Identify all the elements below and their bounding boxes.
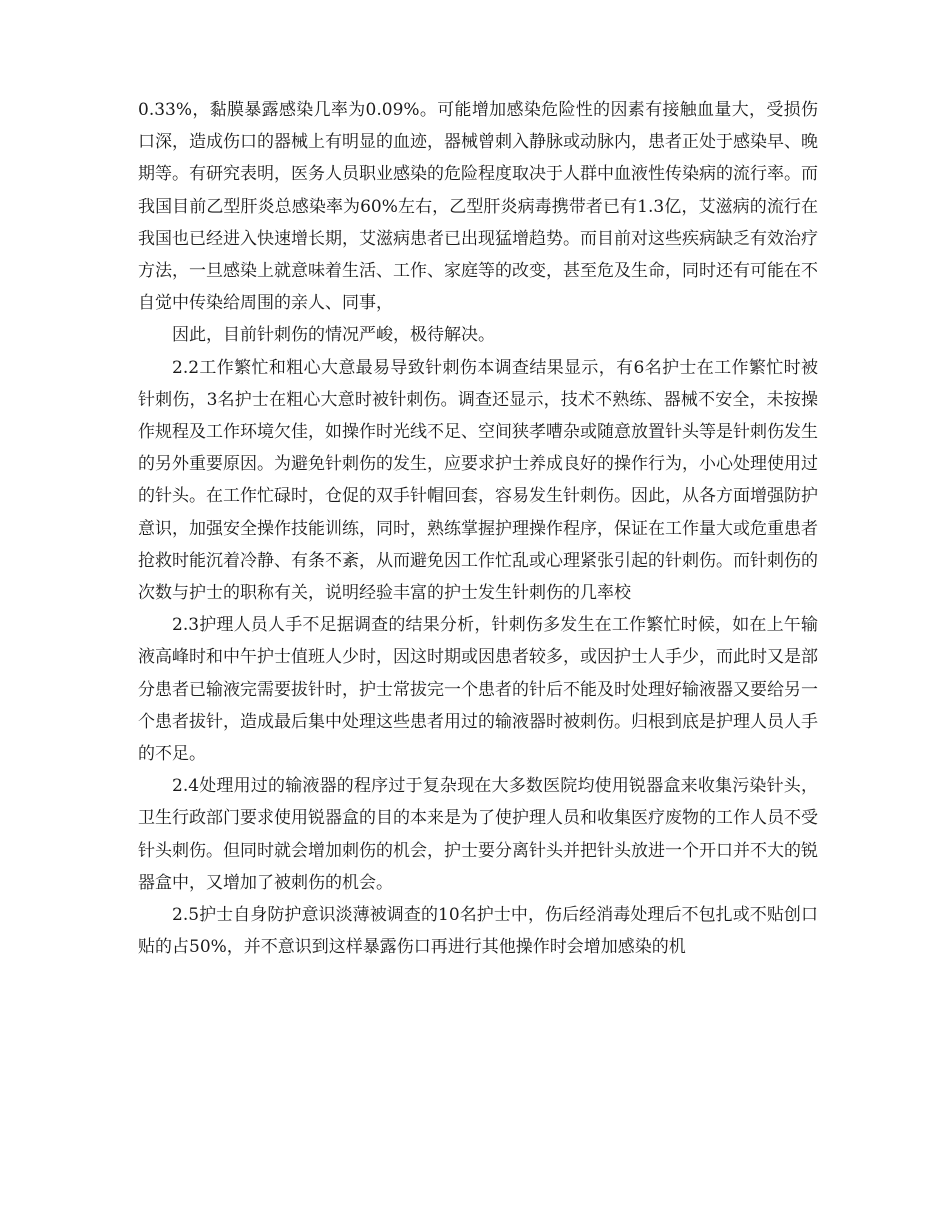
paragraph-section-2-4: 2.4处理用过的输液器的程序过于复杂现在大多数医院均使用锐器盒来收集污染针头，卫生行政部门要求使用锐器盒的目的本来是为了使护理人员和收集医疗废物的工作人员不受针头刺伤。但同时就会增加刺伤的机会，护士要分离针头并把针头放进一个开口并不大的锐器盒中，又增加了被刺伤的机会。 <box>138 776 818 893</box>
paragraph-infection-risk: 0.33%，黏膜暴露感染几率为0.09%。可能增加感染危险性的因素有接触血量大，受损伤口深，造成伤口的器械上有明显的血迹，器械曾刺入静脉或动脉内，患者正处于感染早、晚期等。有研究表明，医务人员职业感染的危险程度取决于人群中血液性传染病的流行率。而我国目前乙型肝炎总感染率为60%左右，乙型肝炎病毒携带者已有1.3亿，艾滋病的流行在我国也已经进入快速增长期，艾滋病患者已出现猛增趋势。而目前对这些疾病缺乏有效治疗方法，一旦感染上就意味着生活、工作、家庭等的改变，甚至危及生命，同时还有可能在不自觉中传染给周围的亲人、同事， <box>138 100 818 314</box>
paragraph-section-2-5: 2.5护士自身防护意识淡薄被调查的10名护士中，伤后经消毒处理后不包扎或不贴创口贴的占50%，并不意识到这样暴露伤口再进行其他操作时会增加感染的机 <box>138 905 818 958</box>
paragraph-section-2-3: 2.3护理人员人手不足据调查的结果分析，针刺伤多发生在工作繁忙时候，如在上午输液高峰时和中午护士值班人少时，因这时期或因患者较多，或因护士人手少，而此时又是部分患者已输液完需要拔针时，护士常拔完一个患者的针后不能及时处理好输液器又要给另一个患者拔针，造成最后集中处理这些患者用过的输液器时被刺伤。归根到底是护理人员人手的不足。 <box>138 615 818 765</box>
paragraph-conclusion: 因此，目前针刺伤的情况严峻，极待解决。 <box>172 325 495 346</box>
document-page <box>138 94 818 963</box>
paragraph-section-2-2: 2.2工作繁忙和粗心大意最易导致针刺伤本调查结果显示，有6名护士在工作繁忙时被针刺伤，3名护士在粗心大意时被针刺伤。调查还显示，技术不熟练、器械不安全，未按操作规程及工作环境欠佳，如操作时光线不足、空间狭孝嘈杂或随意放置针头等是针刺伤发生的另外重要原因。为避免针刺伤的发生，应要求护士养成良好的操作行为，小心处理使用过的针头。在工作忙碌时，仓促的双手针帽回套，容易发生针刺伤。因此，从各方面增强防护意识，加强安全操作技能训练，同时，熟练掌握护理操作程序，保证在工作量大或危重患者抢救时能沉着冷静、有条不紊，从而避免因工作忙乱或心理紧张引起的针刺伤。而针刺伤的次数与护士的职称有关，说明经验丰富的护士发生针刺伤的几率校 <box>138 357 818 604</box>
